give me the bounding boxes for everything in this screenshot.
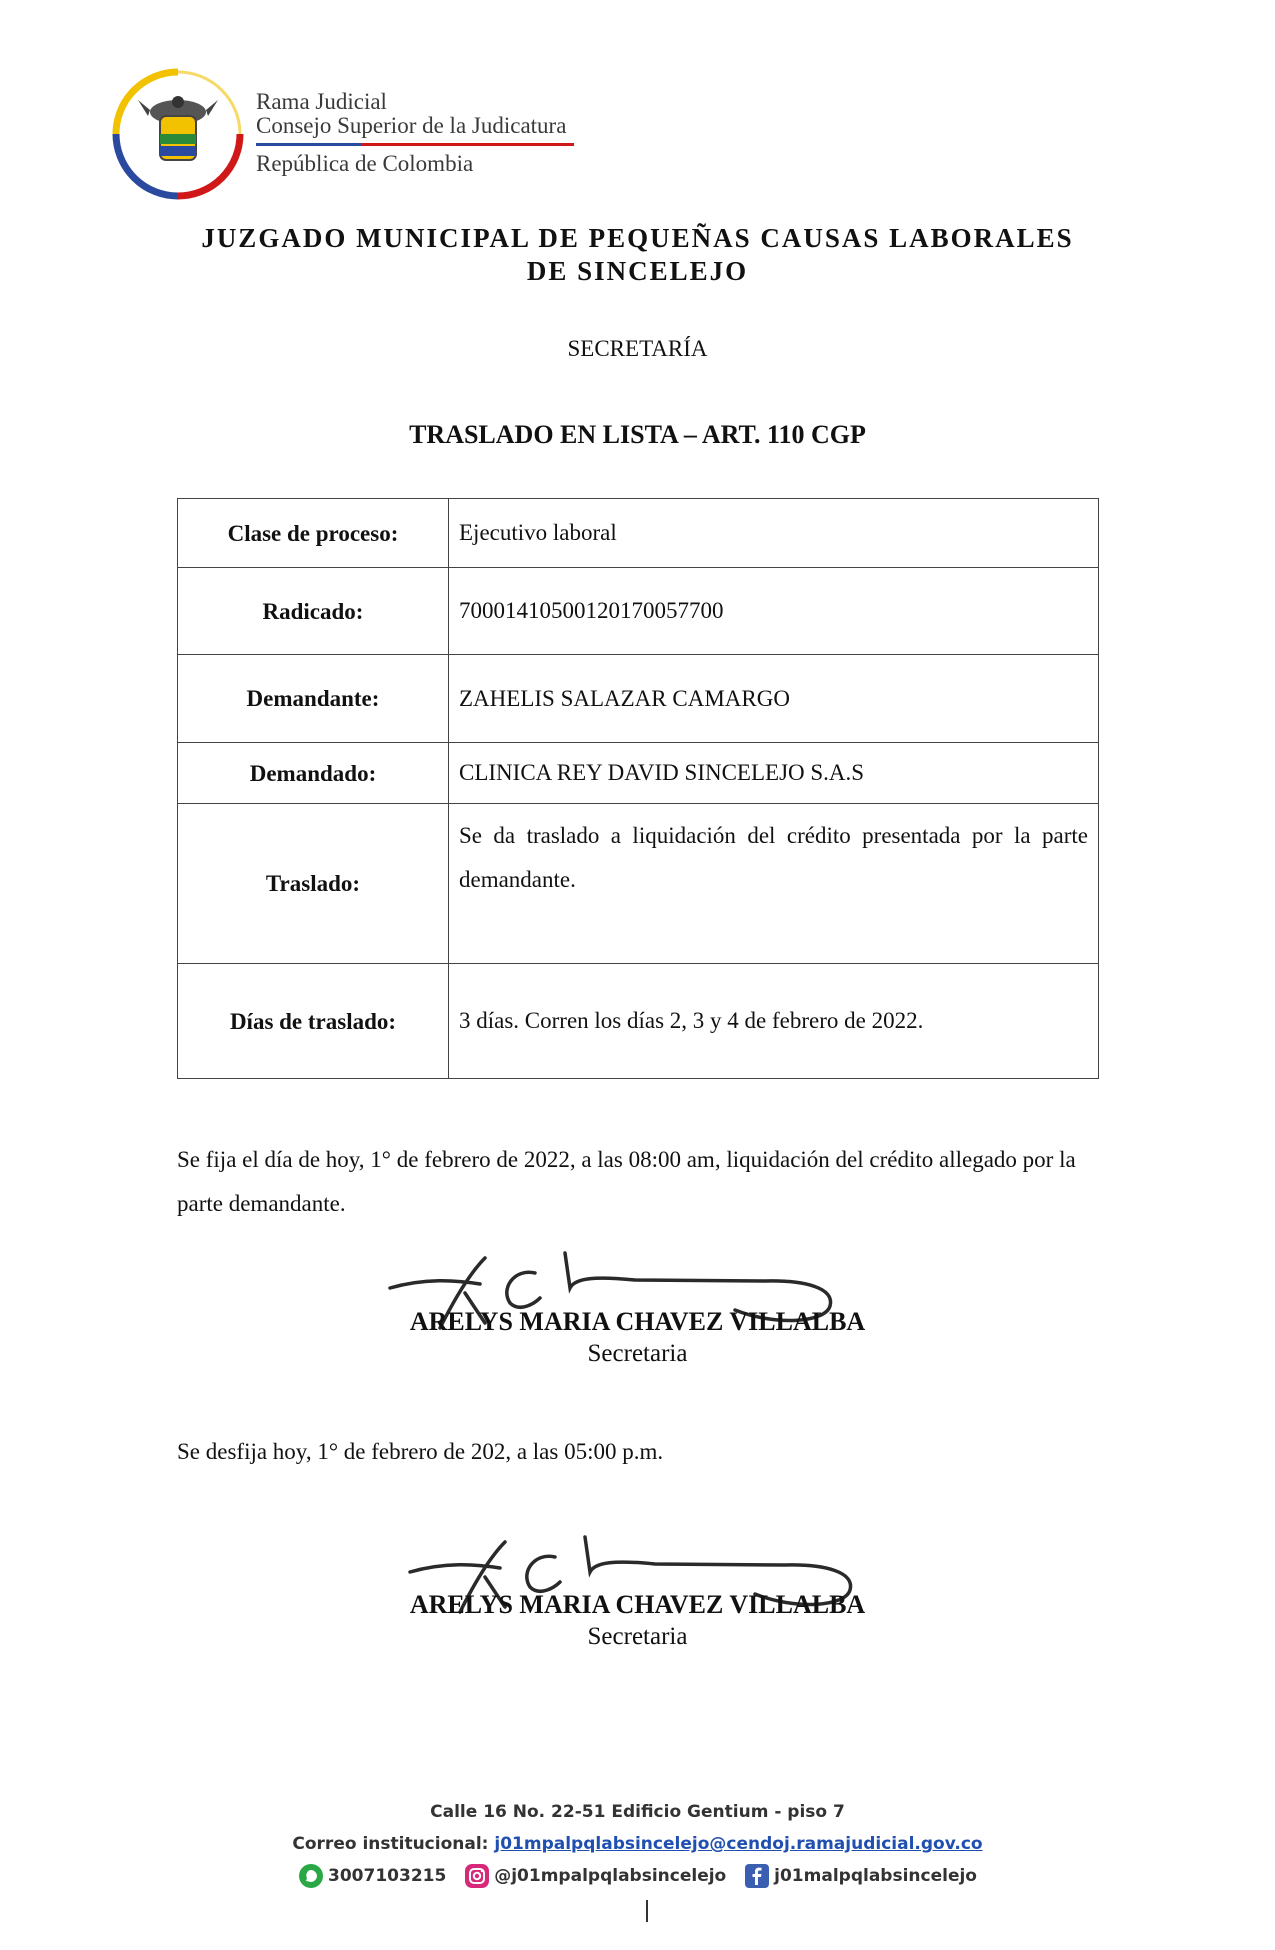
brand-divider [256,143,574,146]
table-row [178,655,1099,743]
court-line2: DE SINCELEJO [526,256,749,286]
row-label: Demandante: [178,655,449,743]
signatory-role: Secretaria [587,1340,688,1367]
table-row [178,743,1099,804]
row-label: Demandado: [178,743,449,804]
unfixing-paragraph: Se desfija hoy, 1° de febrero de 202, a las 05:00 p.m. [177,1439,664,1464]
footer [0,1796,1275,1892]
footer-social-row [0,1860,1275,1892]
footer-address: Calle 16 No. 22-51 Edificio Gentium - piso 7 [430,1802,845,1822]
brand-line1: Rama Judicial [256,89,387,114]
signature-block-fijacion [0,1306,1275,1370]
court-name [150,222,1125,288]
whatsapp-contact[interactable] [298,1860,446,1892]
facebook-icon [744,1863,770,1889]
email-label: Correo institucional: [292,1834,489,1854]
whatsapp-icon [298,1863,324,1889]
whatsapp-number: 3007103215 [328,1866,447,1886]
signatory-name: ARELYS MARIA CHAVEZ VILLALBA [409,1307,866,1336]
table-row [178,499,1099,568]
email-link[interactable]: j01mpalpqlabsincelejo@cendoj.ramajudicial.gov.co [494,1834,983,1854]
row-value: Ejecutivo laboral [449,499,1099,568]
table-row [178,804,1099,964]
row-value: ZAHELIS SALAZAR CAMARGO [449,655,1099,743]
row-label: Radicado: [178,568,449,655]
signatory-role: Secretaria [587,1623,688,1650]
row-label: Clase de proceso: [178,499,449,568]
brand-block [256,90,574,176]
instagram-icon [464,1863,490,1889]
text-cursor [646,1900,648,1922]
document-title: TRASLADO EN LISTA – ART. 110 CGP [409,420,866,449]
brand-line3: República de Colombia [256,151,474,176]
table-row [178,568,1099,655]
case-table [177,498,1099,1079]
row-label: Traslado: [178,804,449,964]
signatory-name: ARELYS MARIA CHAVEZ VILLALBA [409,1590,866,1619]
instagram-handle: @j01mpalpqlabsincelejo [494,1866,727,1886]
facebook-handle: j01malpqlabsincelejo [774,1866,977,1886]
section-label: SECRETARÍA [567,336,708,361]
fixing-paragraph: Se fija el día de hoy, 1° de febrero de 2022, a las 08:00 am, liquidación del crédito allegado por la parte demandante. [177,1147,1076,1216]
facebook-contact[interactable] [744,1860,977,1892]
rama-judicial-seal-icon [108,64,248,204]
row-value: 70001410500120170057700 [449,568,1099,655]
row-label: Días de traslado: [178,964,449,1079]
signature-block-desfijacion [0,1589,1275,1653]
footer-email-row [0,1828,1275,1860]
brand-line2: Consejo Superior de la Judicatura [256,113,567,138]
court-line1: JUZGADO MUNICIPAL DE PEQUEÑAS CAUSAS LABORALES [201,223,1074,253]
row-value: 3 días. Corren los días 2, 3 y 4 de febrero de 2022. [449,964,1099,1079]
instagram-contact[interactable] [464,1860,726,1892]
row-value: CLINICA REY DAVID SINCELEJO S.A.S [449,743,1099,804]
table-row [178,964,1099,1079]
row-value: Se da traslado a liquidación del crédito presentada por la parte demandante. [449,804,1099,964]
